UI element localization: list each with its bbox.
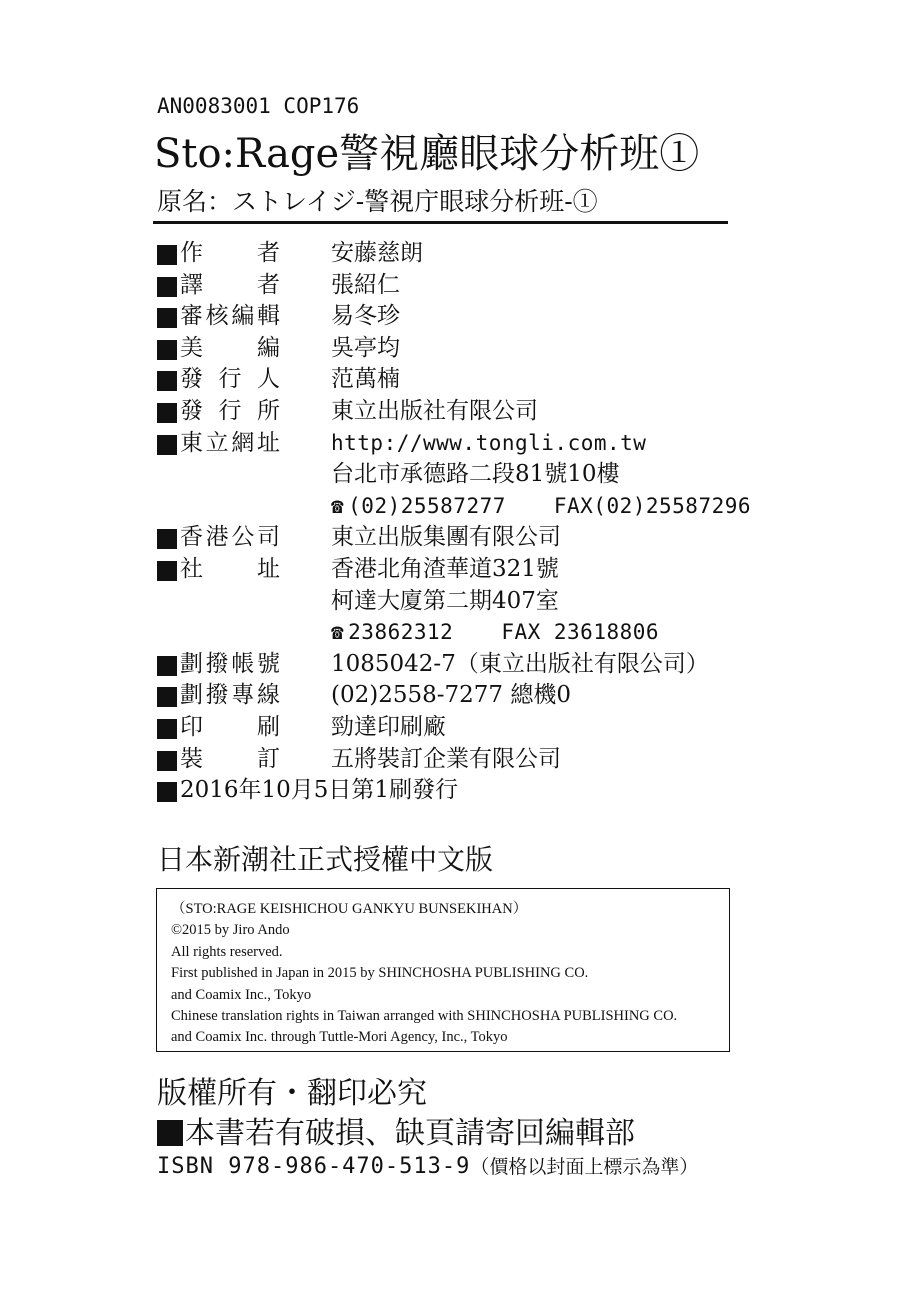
license-statement: 日本新潮社正式授權中文版: [157, 843, 494, 876]
copyright-line: ©2015 by Jiro Ando: [171, 922, 290, 939]
bullet-square: [157, 340, 177, 360]
hk-address-line-1: 香港北角渣華道321號: [331, 555, 559, 582]
credit-value: 吳亭均: [331, 334, 400, 361]
bullet-square: [157, 719, 177, 739]
credit-value: 1085042-7（東立出版社有限公司）: [331, 650, 709, 677]
copyright-line: and Coamix Inc., Tokyo: [171, 986, 312, 1003]
rights-reserved: 版權所有・翻印必究: [157, 1076, 427, 1111]
damage-notice: [157, 1108, 635, 1152]
credit-value: 勁達印刷廠: [331, 713, 446, 740]
damage-notice-text: 本書若有破損、缺頁請寄回編輯部: [185, 1116, 635, 1151]
credit-value: 易冬珍: [331, 303, 400, 330]
credit-value: 東立出版社有限公司: [331, 397, 538, 424]
phone-icon: ☎: [331, 493, 345, 518]
credit-label: 裝 訂: [180, 745, 280, 772]
credit-label: 譯 者: [180, 271, 280, 298]
bullet-square: [157, 561, 177, 581]
credit-row-editor: [157, 301, 777, 333]
credit-label: 社 址: [180, 555, 280, 582]
issue-date: 2016年10月5日第1刷發行: [180, 777, 459, 804]
bullet-square: [157, 277, 177, 297]
credit-value: 張紹仁: [331, 271, 400, 298]
bullet-square: [157, 403, 177, 423]
credits-list: [157, 238, 777, 807]
credit-label: 美 編: [180, 334, 280, 361]
bullet-square: [157, 782, 177, 802]
credit-row-author: [157, 238, 777, 270]
credit-value: 安藤慈朗: [331, 240, 423, 266]
credit-label: 香港公司: [180, 524, 280, 551]
tongli-phone-row: [157, 491, 777, 523]
website-url[interactable]: http://www.tongli.com.tw: [331, 430, 647, 455]
hk-tel: 23862312: [348, 620, 454, 645]
title-divider: [153, 221, 728, 224]
credit-row-hk-address: [157, 554, 777, 586]
hk-phone-row: [157, 617, 777, 649]
credit-value: (02)2558-7277 總機0: [331, 682, 571, 709]
phone-icon: ☎: [331, 620, 345, 645]
bullet-square: [157, 371, 177, 391]
credit-label: 發行人: [180, 366, 280, 393]
copyright-line: All rights reserved.: [171, 943, 283, 960]
isbn-line: [157, 1152, 698, 1179]
credit-row-publisher: [157, 364, 777, 396]
catalog-code: AN0083001 COP176: [157, 94, 360, 118]
hk-address-line-2: 柯達大廈第二期407室: [331, 587, 559, 614]
credit-label: 審核編輯: [180, 303, 280, 330]
bullet-square: [157, 687, 177, 707]
bullet-square: [157, 308, 177, 328]
credit-row-hotline: [157, 680, 777, 712]
credit-value: 東立出版集團有限公司: [331, 524, 561, 551]
bullet-square: [157, 529, 177, 549]
price-note: （價格以封面上標示為準）: [470, 1156, 699, 1178]
credit-label: 發行所: [180, 397, 280, 424]
copyright-line: （STO:RAGE KEISHICHOU GANKYU BUNSEKIHAN）: [171, 901, 528, 917]
credit-row-publishing-house: [157, 396, 777, 428]
hk-phone: [331, 617, 659, 649]
credit-value: 五將裝訂企業有限公司: [331, 745, 561, 772]
credit-row-printer: [157, 712, 777, 744]
bullet-square: [157, 656, 177, 676]
credit-label: 東立網址: [180, 429, 280, 456]
copyright-line: and Coamix Inc. through Tuttle-Mori Agency, Inc., Tokyo: [171, 1029, 508, 1046]
tongli-phone: [331, 491, 751, 523]
book-title: Sto:Rage警視廳眼球分析班①: [154, 131, 700, 177]
tongli-tel: (02)25587277: [348, 493, 506, 518]
credit-label: 劃撥專線: [180, 682, 280, 709]
hk-address-row-2: [157, 586, 777, 618]
credit-row-binder: [157, 744, 777, 776]
hk-fax: FAX 23618806: [501, 620, 660, 645]
bullet-square: [157, 435, 177, 455]
credit-label: 劃撥帳號: [180, 650, 280, 677]
credit-row-designer: [157, 333, 777, 365]
credit-row-translator: [157, 270, 777, 302]
copyright-box: [156, 888, 730, 1052]
credit-value: 范萬楠: [331, 366, 400, 393]
copyright-line: First published in Japan in 2015 by SHINCHOSHA PUBLISHING CO.: [171, 965, 589, 982]
tongli-address-row: [157, 459, 777, 491]
copyright-line: Chinese translation rights in Taiwan arranged with SHINCHOSHA PUBLISHING CO.: [171, 1008, 678, 1025]
bullet-square: [157, 751, 177, 771]
credit-row-website: [157, 428, 777, 460]
credit-row-hk-company: [157, 522, 777, 554]
tongli-address: 台北市承德路二段81號10樓: [331, 461, 620, 488]
bullet-square: [157, 1120, 183, 1146]
issue-date-row: [157, 775, 777, 807]
credit-label: 作 者: [180, 240, 280, 266]
credit-label: 印 刷: [180, 713, 280, 740]
original-title: 原名：ストレイジ-警視庁眼球分析班-①: [157, 187, 598, 216]
bullet-square: [157, 245, 177, 265]
isbn-number: ISBN 978-986-470-513-9: [157, 1154, 471, 1179]
tongli-fax: FAX(02)25587296: [553, 493, 752, 518]
credit-row-account: [157, 649, 777, 681]
